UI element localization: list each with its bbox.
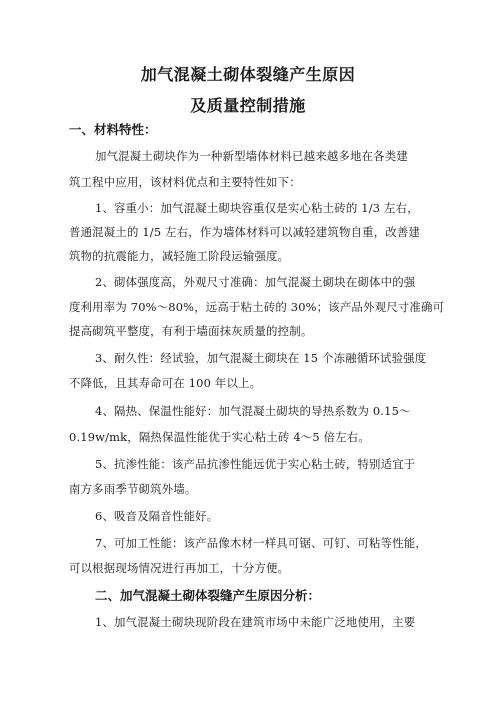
item4-line1: 4、隔热、保温性能好：加气混凝土砌块的导热系数为 0.15～ (95, 404, 411, 418)
item3-line2: 不降低，且其寿命可在 100 年以上。 (69, 376, 262, 390)
section2-heading: 二、加气混凝土砌体裂缝产生原因分析： (95, 588, 321, 603)
document-title-line2: 及质量控制措施 (190, 96, 306, 115)
item6-line1: 6、吸音及隔音性能好。 (95, 509, 219, 523)
item2-line3: 提高砌筑平整度，有利于墙面抹灰质量的控制。 (69, 324, 313, 338)
item1-line3: 筑物的抗震能力，减轻施工阶段运输强度。 (69, 249, 290, 263)
item4-line2: 0.19w/mk，隔热保温性能优于实心粘土砖 4～5 倍左右。 (69, 430, 371, 444)
item7-line2: 可以根据现场情况进行再加工，十分方便。 (69, 561, 290, 575)
item2-line1: 2、砌体强度高，外观尺寸准确：加气混凝土砌块在砌体中的强 (95, 275, 416, 289)
item7-line1: 7、可加工性能：该产品像木材一样具可锯、可钉、可粘等性能， (95, 536, 427, 550)
item5-line2: 南方多雨季节砌筑外墙。 (69, 482, 197, 496)
item5-line1: 5、抗渗性能：该产品抗渗性能远优于实心粘土砖，特别适宜于 (95, 457, 416, 471)
section1-intro-line2: 筑工程中应用，该材料优点和主要特性如下： (69, 175, 301, 189)
item1-line2: 普通混凝土的 1/5 左右，作为墙体材料可以减轻建筑物自重，改善建 (69, 225, 421, 239)
item1-line1: 1、容重小：加气混凝土砌块容重仅是实心粘土砖的 1/3 左右， (95, 201, 419, 215)
section1-heading: 一、材料特性： (69, 122, 157, 137)
document-title-line1: 加气混凝土砌体裂缝产生原因 (140, 65, 356, 84)
section1-intro-line1: 加气混凝土砌块作为一种新型墙体材料已越来越多地在各类建 (95, 149, 408, 163)
item3-line1: 3、耐久性：经试验，加气混凝土砌块在 15 个冻融循环试验强度 (95, 351, 427, 365)
section2-item1-line1: 1、加气混凝土砌块现阶段在建筑市场中未能广泛地使用，主要 (95, 615, 416, 629)
item2-line2: 度利用率为 70%～80%，远高于粘土砖的 30%；该产品外观尺寸准确可 (69, 300, 445, 314)
